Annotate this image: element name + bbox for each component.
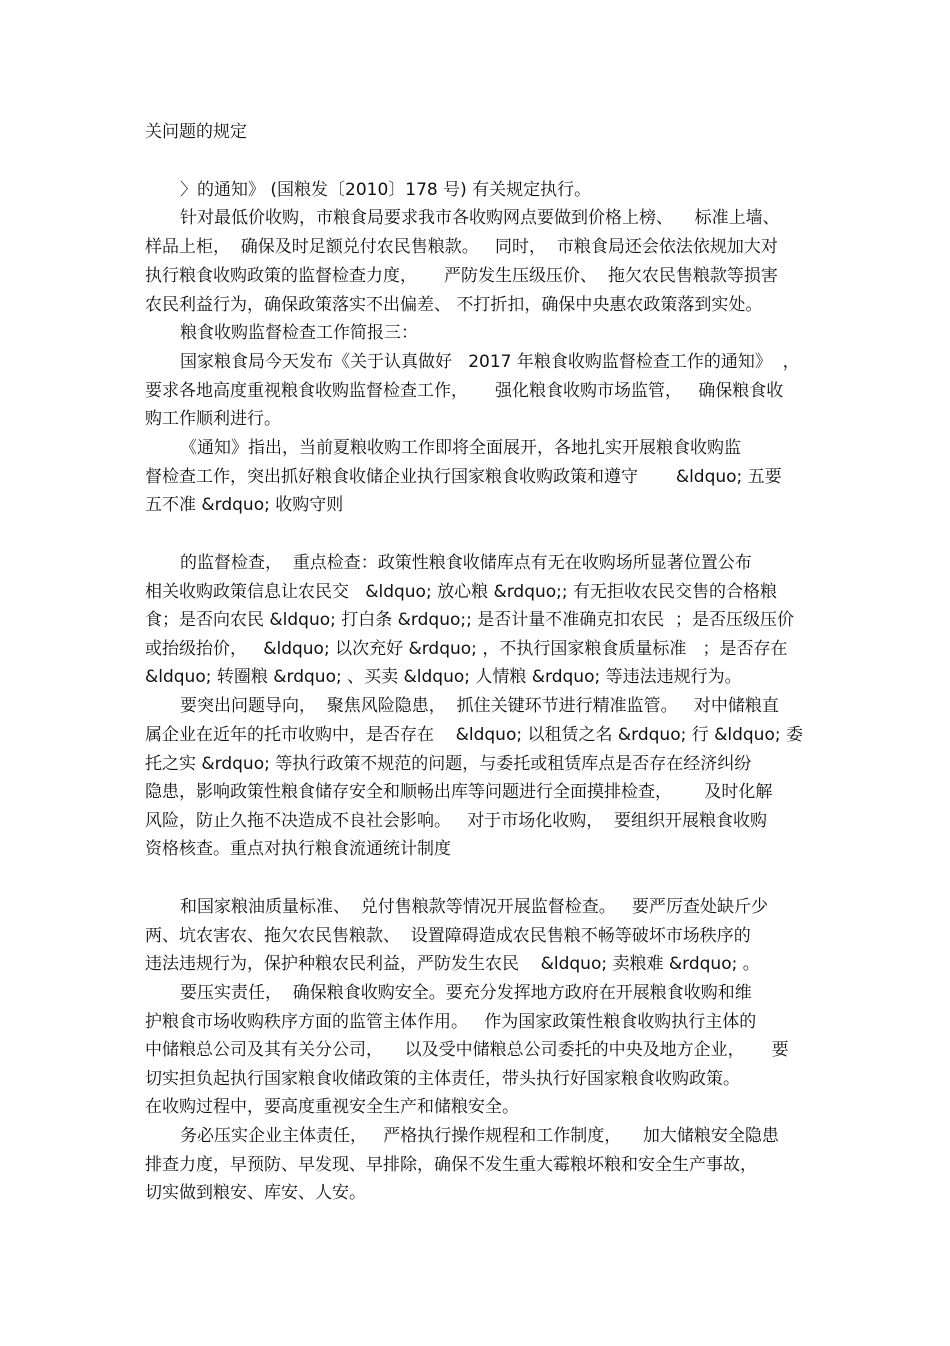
text-line: 护粮食市场收购秩序方面的监管主体作用。 作为国家政策性粮食收购执行主体的 [145,1012,757,1032]
text-line: 五不准 &rdquo; 收购守则 [145,495,344,515]
text-line: 的监督检查， 重点检查：政策性粮食收储库点有无在收购场所显著位置公布 [180,553,752,573]
text-line: 要压实责任， 确保粮食收购安全。要充分发挥地方政府在开展粮食收购和维 [180,983,752,1003]
text-line: 风险，防止久拖不决造成不良社会影响。 对于市场化收购， 要组织开展粮食收购 [145,811,768,831]
text-line: 食；是否向农民 &ldquo; 打白条 &rdquo;; 是否计量不准确克扣农民 ；是否压级压价 [145,610,795,630]
text-line: 托之实 &rdquo; 等执行政策不规范的问题，与委托或租赁库点是否存在经济纠纷 [145,754,752,774]
text-line: 违法违规行为，保护种粮农民利益，严防发生农民 &ldquo; 卖粮难 &rdquo; 。 [145,954,760,974]
text-line: 在收购过程中，要高度重视安全生产和储粮安全。 [145,1097,519,1117]
text-line: 和国家粮油质量标准、 兑付售粮款等情况开展监督检查。 要严厉查处缺斤少 [180,897,769,917]
text-line: 或抬级抬价， &ldquo; 以次充好 &rdquo; ，不执行国家粮食质量标准 ；是否存在 [145,639,788,659]
text-line: 要突出问题导向， 聚焦风险隐患， 抓住关键环节进行精准监管。 对中储粮直 [180,696,779,716]
text-line: 相关收购政策信息让农民交 &ldquo; 放心粮 &rdquo;; 有无拒收农民交售的合格粮 [145,582,778,602]
text-line: 切实担负起执行国家粮食收储政策的主体责任，带头执行好国家粮食收购政策。 [145,1069,740,1089]
text-line: 国家粮食局今天发布《关于认真做好 2017 年粮食收购监督检查工作的通知》 ， [180,352,800,372]
text-line: 购工作顺利进行。 [145,409,281,429]
text-line: 《通知》指出，当前夏粮收购工作即将全面展开，各地扎实开展粮食收购监 [180,438,741,458]
text-line: 排查力度，早预防、早发现、早排除，确保不发生重大霉粮坏粮和安全生产事故， [145,1155,757,1175]
text-line: 中储粮总公司及其有关分公司， 以及受中储粮总公司委托的中央及地方企业， 要 [145,1040,789,1060]
text-line: 关问题的规定 [145,122,247,142]
text-line: 粮食收购监督检查工作简报三： [180,323,418,343]
text-line: 隐患，影响政策性粮食储存安全和顺畅出库等问题进行全面摸排检查， 及时化解 [145,782,773,802]
text-line: 执行粮食收购政策的监督检查力度， 严防发生压级压价、 拖欠农民售粮款等损害 [145,266,778,286]
text-line: 务必压实企业主体责任， 严格执行操作规程和工作制度， 加大储粮安全隐患 [180,1126,779,1146]
text-line: 资格核查。重点对执行粮食流通统计制度 [145,839,451,859]
text-line: 两、坑农害农、拖欠农民售粮款、 设置障碍造成农民售粮不畅等破坏市场秩序的 [145,926,751,946]
text-line: 要求各地高度重视粮食收购监督检查工作， 强化粮食收购市场监管， 确保粮食收 [145,381,784,401]
text-line: 属企业在近年的托市收购中，是否存在 &ldquo; 以租赁之名 &rdquo; 行 &ldquo; 委 [145,725,803,745]
text-line: 切实做到粮安、库安、人安。 [145,1183,366,1203]
text-line: 〉的通知》 (国粮发〔2010〕178 号) 有关规定执行。 [180,180,592,200]
text-line: 样品上柜， 确保及时足额兑付农民售粮款。 同时， 市粮食局还会依法依规加大对 [145,237,778,257]
text-line: 督检查工作，突出抓好粮食收储企业执行国家粮食收购政策和遵守 &ldquo; 五要 [145,467,782,487]
text-line: &ldquo; 转圈粮 &rdquo; 、买卖 &ldquo; 人情粮 &rdquo; 等违法违规行为。 [145,667,742,687]
text-line: 针对最低价收购，市粮食局要求我市各收购网点要做到价格上榜、 标准上墙、 [180,208,780,228]
text-line: 农民利益行为，确保政策落实不出偏差、 不打折扣，确保中央惠农政策落到实处。 [145,295,763,315]
